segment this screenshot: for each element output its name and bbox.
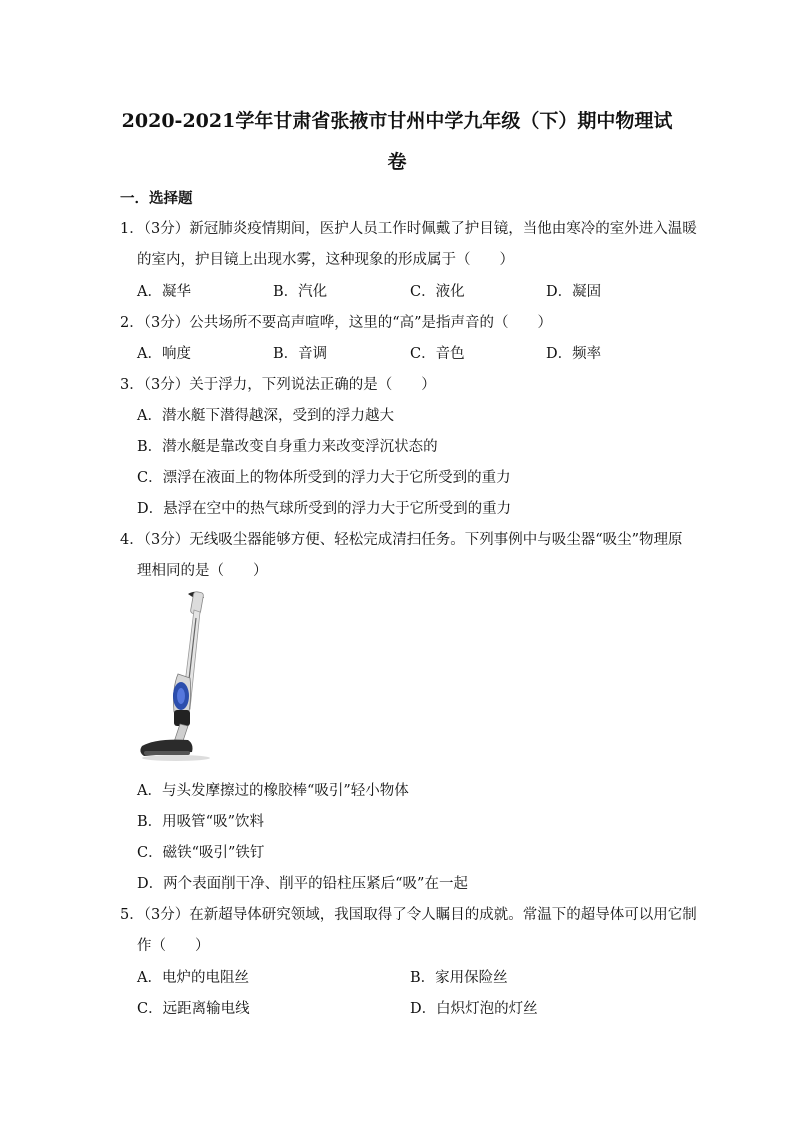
q5-option-d: D．白炽灯泡的灯丝 <box>410 1001 538 1017</box>
q4-option-b: B．用吸管“吸”饮料 <box>137 814 264 830</box>
q3-option-c: C．漂浮在液面上的物体所受到的浮力大于它所受到的重力 <box>137 470 511 486</box>
q5-option-a: A．电炉的电阻丝 <box>137 970 249 986</box>
q3-option-d: D．悬浮在空中的热气球所受到的浮力大于它所受到的重力 <box>137 501 512 517</box>
q3-option-b: B．潜水艇是靠改变自身重力来改变浮沉状态的 <box>137 439 438 455</box>
q4-stem-line-1: 4．（3分）无线吸尘器能够方便、轻松完成清扫任务。下列事例中与吸尘器“吸尘”物理原 <box>120 532 683 548</box>
q4-stem-line-2: 理相同的是（ ） <box>137 563 268 579</box>
q4-option-d: D．两个表面削干净、削平的铅柱压紧后“吸”在一起 <box>137 876 468 892</box>
q2-option-c: C．音色 <box>410 346 465 362</box>
q1-option-c: C．液化 <box>410 284 465 300</box>
q5-stem-line-2: 作（ ） <box>137 938 210 954</box>
q2-option-a: A．响度 <box>137 346 191 362</box>
q1-stem-line-2: 的室内，护目镜上出现水雾，这种现象的形成属于（ ） <box>137 252 514 268</box>
q5-option-b: B．家用保险丝 <box>410 970 508 986</box>
q1-option-a: A．凝华 <box>137 284 191 300</box>
vacuum-cleaner-image <box>136 588 222 764</box>
q2-option-d: D．频率 <box>546 346 602 362</box>
q4-option-a: A．与头发摩擦过的橡胶棒“吸引”轻小物体 <box>137 783 409 799</box>
section-heading: 一．选择题 <box>120 190 193 207</box>
q4-option-c: C．磁铁“吸引”铁钉 <box>137 845 265 861</box>
q1-option-b: B．汽化 <box>273 284 328 300</box>
paper-title-line-1: 2020-2021学年甘肃省张掖市甘州中学九年级（下）期中物理试 <box>121 110 673 132</box>
q5-option-c: C．远距离输电线 <box>137 1001 250 1017</box>
q3-option-a: A．潜水艇下潜得越深，受到的浮力越大 <box>137 408 394 424</box>
q1-stem-line-1: 1．（3分）新冠肺炎疫情期间，医护人员工作时佩戴了护目镜，当他由寒冷的室外进入温暖 <box>120 221 697 237</box>
q5-stem-line-1: 5．（3分）在新超导体研究领域，我国取得了令人瞩目的成就。常温下的超导体可以用它制 <box>120 907 697 923</box>
q2-option-b: B．音调 <box>273 346 328 362</box>
vacuum-cleaner-icon <box>136 588 222 764</box>
q1-option-d: D．凝固 <box>546 284 602 300</box>
q2-stem: 2．（3分）公共场所不要高声喧哗，这里的“高”是指声音的（ ） <box>120 315 553 331</box>
q3-stem: 3．（3分）关于浮力，下列说法正确的是（ ） <box>120 377 436 393</box>
paper-title-line-2: 卷 <box>387 151 407 173</box>
